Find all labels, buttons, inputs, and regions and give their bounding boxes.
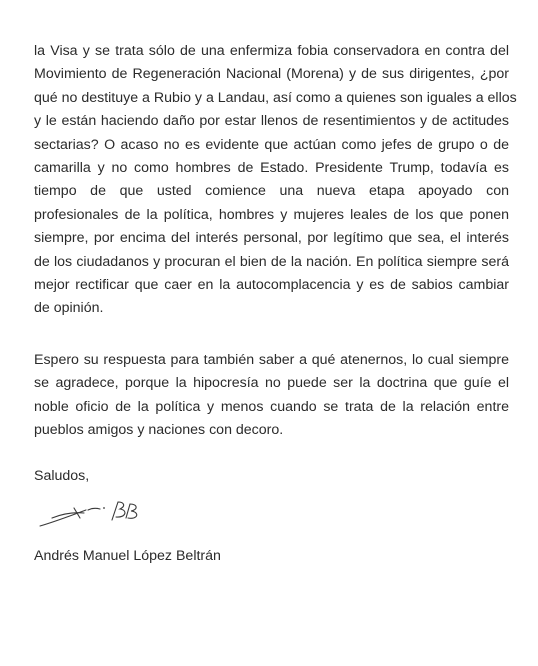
text-line: pueblos amigos y naciones con decoro. [34, 422, 284, 439]
text-line: qué no destituye a Rubio y a Landau, así como a quienes son iguales a ellos [34, 89, 517, 106]
text-line: noble oficio de la política y menos cuando se trata de la relación entre [34, 398, 509, 415]
handwritten-signature [34, 496, 194, 532]
text-line: la Visa y se trata sólo de una enfermiza fobia conservadora en contra del [34, 43, 509, 59]
text-line: tiempo de que usted comience una nueva etapa apoyado con [34, 183, 509, 200]
text-line: mejor rectificar que caer en la autocomplacencia y es de sabios cambiar [34, 277, 509, 294]
text-line: siempre, por encima del interés personal, por legítimo que sea, el interés [34, 230, 509, 247]
text-line: sectarias? O acaso no es evidente que actúan como jefes de grupo o de [34, 136, 509, 153]
text-line: de opinión. [34, 300, 104, 317]
text-line: camarilla y no como hombres de Estado. Presidente Trump, todavía es [34, 160, 509, 177]
letter-paragraph-1 [34, 40, 517, 321]
letter-page [34, 40, 517, 566]
text-line: profesionales de la política, hombres y mujeres leales de los que ponen [34, 206, 509, 223]
text-line: se agradece, porque la hipocresía no puede ser la doctrina que guíe el [34, 375, 509, 392]
text-line: Movimiento de Regeneración Nacional (Morena) y de sus dirigentes, ¿por [34, 66, 509, 83]
text-line: de los ciudadanos y procuran el bien de la nación. En política siempre será [34, 253, 509, 270]
letter-paragraph-2 [34, 349, 509, 443]
signer-name: Andrés Manuel López Beltrán [34, 547, 221, 564]
text-line: y le están haciendo daño por estar llenos de resentimientos y de actitudes [34, 113, 509, 130]
text-line: Espero su respuesta para también saber a qué atenernos, lo cual siempre [34, 351, 509, 368]
closing-salutation: Saludos, [34, 467, 90, 484]
